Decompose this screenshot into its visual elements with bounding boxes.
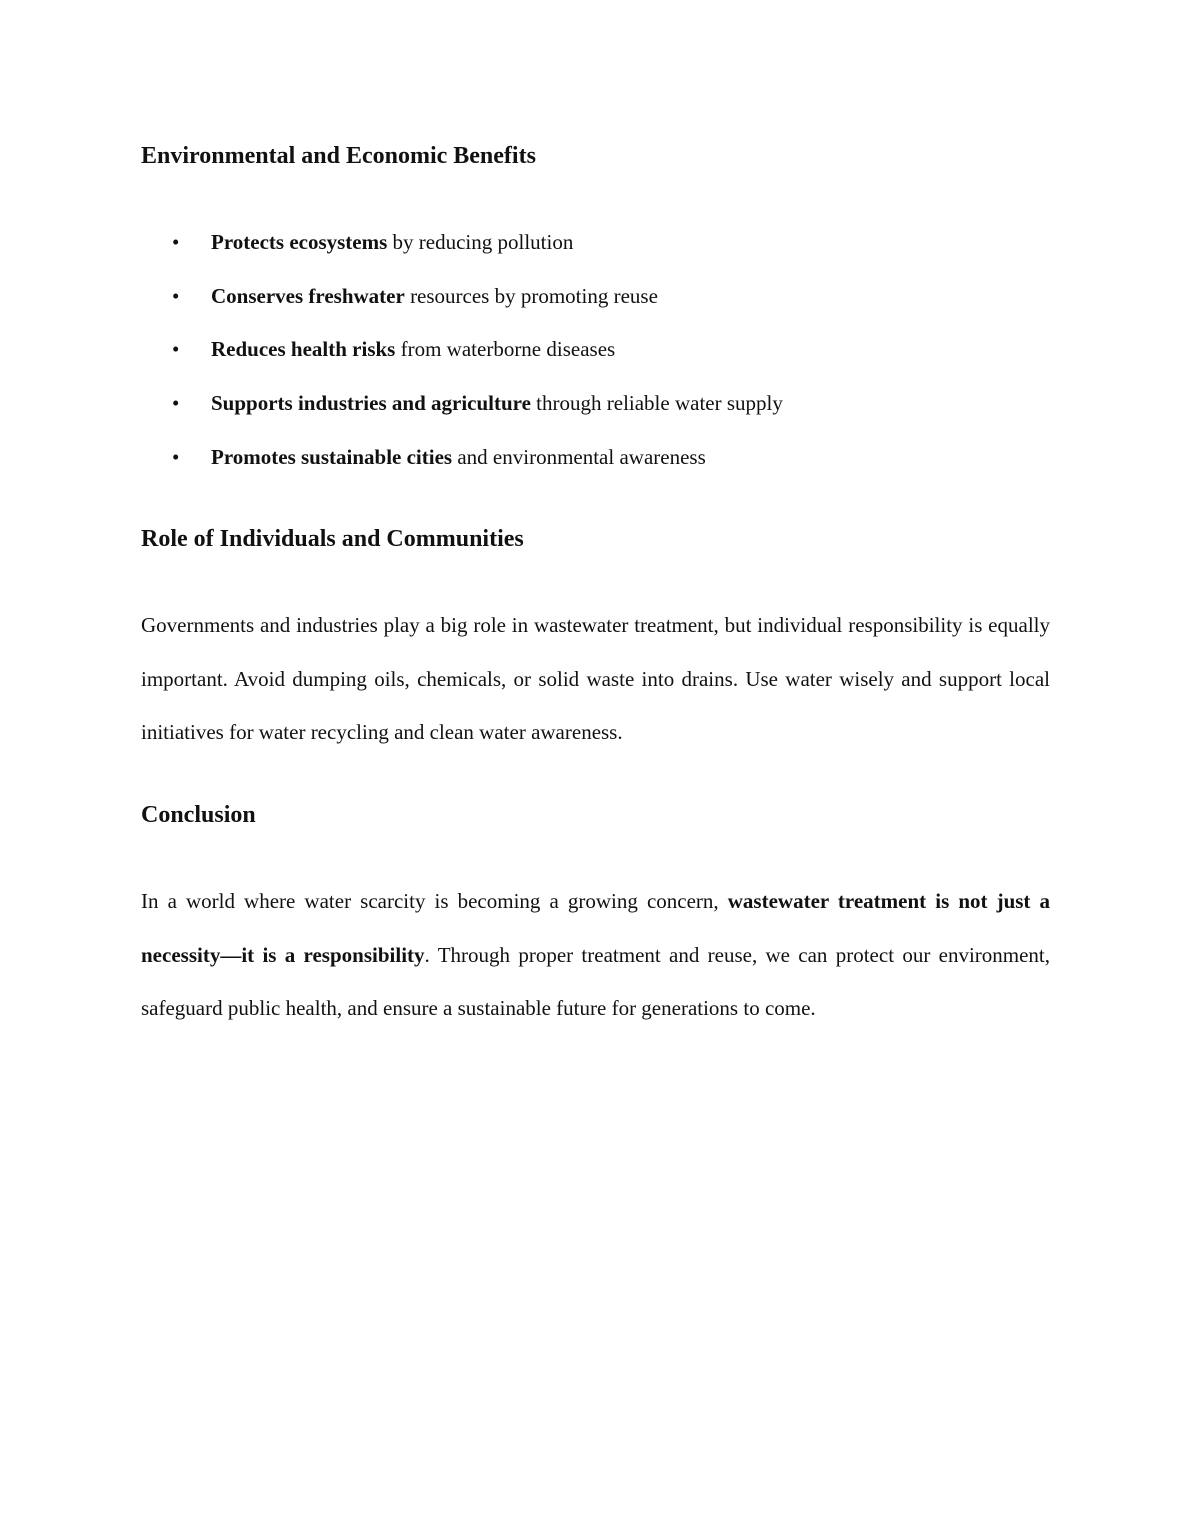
list-item	[141, 333, 1051, 387]
bullet-icon: •	[172, 230, 180, 254]
list-item-text: from waterborne diseases	[395, 337, 616, 362]
conclusion-text-start: In a world where water scarcity is becoming a growing concern,	[141, 889, 728, 913]
list-item-bold: Conserves freshwater	[211, 283, 405, 308]
list-item-bold: Promotes sustainable cities	[211, 444, 453, 469]
conclusion-paragraph	[141, 875, 1050, 1036]
bullet-icon: •	[172, 283, 180, 308]
list-item-bold: Reduces health risks	[211, 337, 396, 362]
list-item	[141, 441, 1051, 495]
list-item-text: and environmental awareness	[452, 444, 706, 469]
list-item	[141, 280, 1051, 334]
list-item-text: through reliable water supply	[530, 391, 783, 416]
bullet-icon: •	[172, 444, 180, 469]
heading-role: Role of Individuals and Communities	[141, 526, 524, 552]
list-item-bold: Protects ecosystems	[211, 230, 388, 254]
heading-conclusion: Conclusion	[141, 802, 256, 828]
list-item-text: by reducing pollution	[387, 230, 574, 254]
list-item-text: resources by promoting reuse	[404, 283, 658, 308]
list-item	[141, 226, 1051, 280]
role-paragraph: Governments and industries play a big role in wastewater treatment, but individual responsibility is equally important. Avoid dumping oils, chemicals, or solid waste into drains. Use water wisely and support local initiatives for water recycling and clean water awareness.	[141, 613, 1050, 745]
bullet-icon: •	[172, 337, 180, 362]
list-item	[141, 387, 1051, 441]
heading-benefits: Environmental and Economic Benefits	[141, 143, 536, 169]
list-item-bold: Supports industries and agriculture	[211, 391, 531, 416]
bullet-icon: •	[172, 391, 180, 416]
conclusion-text-end: . Through proper treatment and reuse, we can protect our environment, safeguard public health, and ensure a sustainable future for generations to come.	[141, 942, 1051, 1021]
conclusion-text-bold: wastewater treatment is not just a necessity—it is a responsibility	[141, 889, 1050, 967]
benefits-list	[141, 226, 1051, 494]
